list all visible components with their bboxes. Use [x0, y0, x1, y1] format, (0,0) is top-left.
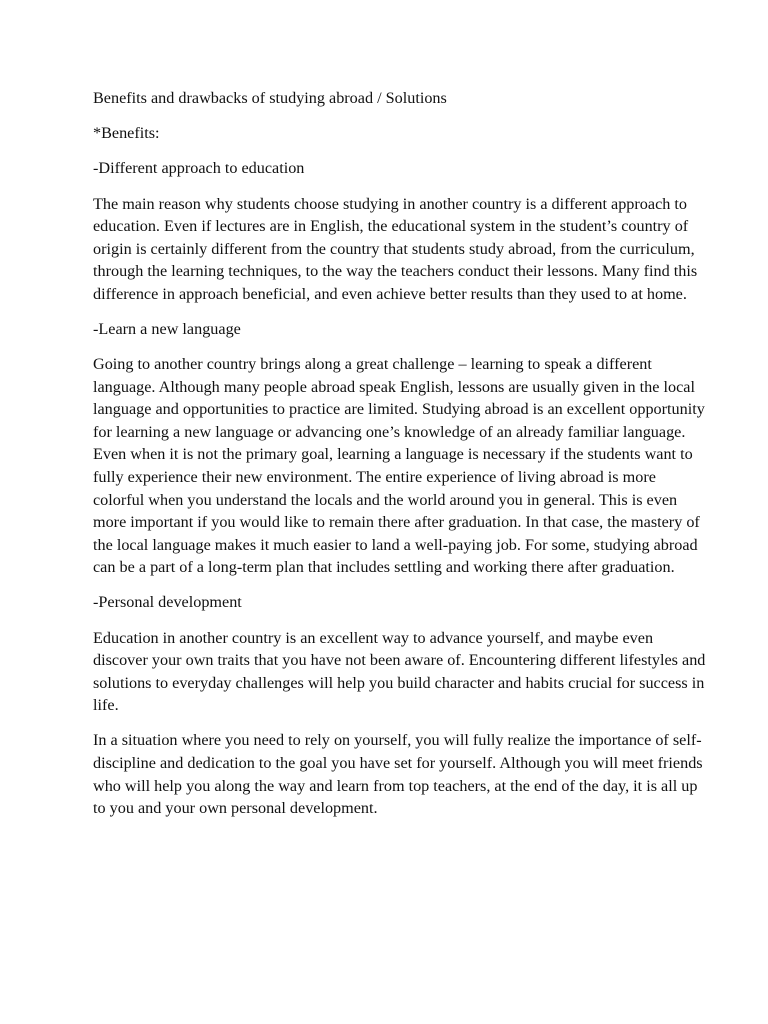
paragraph-language: Going to another country brings along a great challenge – learning to speak a different language. Although many people abroad speak English, lessons are usually given in the local language and opportunities to practice are limited. Studying abroad is an excellent opportunity for learning a new language or advancing one’s knowledge of an already familiar language. Even when it is not the primary goal, learning a language is necessary if the students want to fully experience their new environment. The entire experience of living abroad is more colorful when you understand the locals and the world around you in general. This is even more important if you would like to remain there after graduation. In that case, the mastery of the local language makes it much easier to land a well-paying job. For some, studying abroad can be a part of a long-term plan that includes settling and working there after graduation.	[93, 355, 705, 577]
paragraph-education: The main reason why students choose studying in another country is a different approach to education. Even if lectures are in English, the educational system in the student’s country of origin is certainly different from the country that students study abroad, from the curriculum, through the learning techniques, to the way the teachers conduct their lessons. Many find this difference in approach beneficial, and even achieve better results than they used to at home.	[93, 194, 698, 303]
benefits-label: *Benefits:	[93, 124, 160, 143]
document-title: Benefits and drawbacks of studying abroad / Solutions	[93, 89, 447, 107]
section-heading-education: -Different approach to education	[93, 159, 305, 178]
section-heading-language: -Learn a new language	[93, 319, 241, 338]
paragraph-personal-development-1: Education in another country is an excellent way to advance yourself, and maybe even discover your own traits that you have not been aware of. Encountering different lifestyles and solutions to everyday challenges will help you build character and habits crucial for success in life.	[93, 628, 706, 715]
paragraph-personal-development-2: In a situation where you need to rely on yourself, you will fully realize the importance of self-discipline and dedication to the goal you have set for yourself. Although you will meet friends who will help you along the way and learn from top teachers, at the end of the day, it is all up to you and your own personal development.	[93, 731, 703, 818]
section-heading-personal-development: -Personal development	[93, 593, 242, 612]
